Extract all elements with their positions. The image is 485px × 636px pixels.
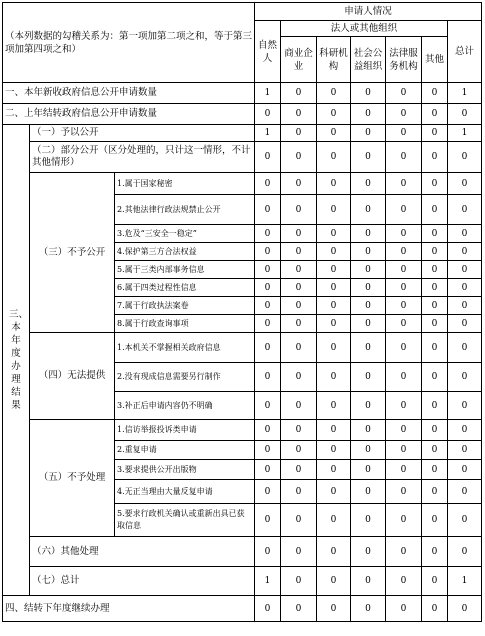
cell: 0 (386, 279, 422, 297)
row-label: 1.信访举报投诉类申请 (115, 420, 255, 441)
cell: 0 (255, 537, 281, 567)
cell: 0 (448, 441, 482, 460)
cell: 0 (386, 567, 422, 596)
table-row (3, 537, 482, 567)
cell: 0 (422, 173, 448, 195)
cell: 0 (317, 83, 351, 104)
cell: 0 (448, 420, 482, 441)
table-row (3, 567, 482, 596)
cell: 0 (448, 225, 482, 243)
cell: 1 (448, 567, 482, 596)
row-label: 一、本年新收政府信息公开申请数量 (3, 83, 255, 104)
cell: 0 (386, 225, 422, 243)
cell: 0 (317, 279, 351, 297)
cell: 0 (386, 333, 422, 363)
cell: 0 (351, 261, 386, 279)
cell: 0 (317, 333, 351, 363)
cell: 0 (281, 333, 317, 363)
cell: 0 (386, 392, 422, 420)
cell: 0 (317, 243, 351, 261)
row-label: 5.要求行政机关确认或重新出具已获取信息 (115, 504, 255, 537)
cell: 0 (255, 480, 281, 504)
table-row (3, 83, 482, 104)
cell: 0 (386, 142, 422, 173)
cell: 0 (351, 363, 386, 392)
cell: 0 (386, 480, 422, 504)
cell: 0 (255, 297, 281, 315)
cell: 0 (351, 243, 386, 261)
cell: 0 (317, 504, 351, 537)
cell: 0 (281, 363, 317, 392)
row-label: 1.本机关不掌握相关政府信息 (115, 333, 255, 363)
row-label: 4.保护第三方合法权益 (115, 243, 255, 261)
cell: 0 (317, 363, 351, 392)
cell: 0 (448, 195, 482, 225)
cell: 1 (255, 567, 281, 596)
cell: 0 (255, 504, 281, 537)
cell: 0 (448, 173, 482, 195)
cell: 0 (422, 537, 448, 567)
table-row (3, 125, 482, 142)
cell: 0 (281, 104, 317, 125)
cell: 0 (351, 104, 386, 125)
cell: 0 (448, 363, 482, 392)
header-research: 科研机构 (317, 37, 351, 83)
header-applicant: 申请人情况 (255, 3, 482, 21)
cell: 0 (386, 315, 422, 333)
header-legal-service: 法律服务机构 (386, 37, 422, 83)
cell: 0 (351, 142, 386, 173)
cell: 0 (255, 142, 281, 173)
cell: 0 (351, 225, 386, 243)
cell: 0 (281, 173, 317, 195)
cell: 1 (255, 125, 281, 142)
table-row (3, 420, 482, 441)
group-5-label: （五）不予处理 (30, 420, 115, 537)
cell: 0 (351, 441, 386, 460)
cell: 0 (386, 243, 422, 261)
cell: 0 (281, 83, 317, 104)
cell: 0 (351, 504, 386, 537)
cell: 0 (317, 297, 351, 315)
cell: 0 (386, 537, 422, 567)
cell: 0 (386, 363, 422, 392)
row-label: 2.重复申请 (115, 441, 255, 460)
row-label: 3.补正后申请内容仍不明确 (115, 392, 255, 420)
cell: 0 (281, 460, 317, 480)
row-label: 二、上年结转政府信息公开申请数量 (3, 104, 255, 125)
cell: 0 (317, 315, 351, 333)
cell: 0 (351, 460, 386, 480)
cell: 0 (281, 195, 317, 225)
cell: 0 (386, 441, 422, 460)
cell: 0 (448, 315, 482, 333)
cell: 0 (386, 125, 422, 142)
cell: 0 (281, 225, 317, 243)
cell: 0 (422, 441, 448, 460)
row-label: 8.属于行政查询事项 (115, 315, 255, 333)
cell: 0 (317, 261, 351, 279)
row-label: （二）部分公开（区分处理的，只计这一情形，不计其他情形） (30, 142, 255, 173)
cell: 0 (255, 333, 281, 363)
cell: 0 (351, 195, 386, 225)
cell: 0 (448, 537, 482, 567)
cell: 0 (386, 104, 422, 125)
cell: 0 (317, 195, 351, 225)
cell: 0 (351, 596, 386, 622)
row-label: 5.属于三类内部事务信息 (115, 261, 255, 279)
cell: 0 (386, 596, 422, 622)
cell: 0 (351, 333, 386, 363)
cell: 0 (351, 392, 386, 420)
cell: 0 (422, 567, 448, 596)
cell: 0 (448, 243, 482, 261)
table-row (3, 173, 482, 195)
cell: 0 (317, 596, 351, 622)
cell: 0 (317, 460, 351, 480)
disclosure-table (2, 2, 482, 622)
cell: 0 (386, 173, 422, 195)
cell: 0 (422, 460, 448, 480)
cell: 0 (255, 363, 281, 392)
cell: 0 (448, 480, 482, 504)
cell: 0 (422, 333, 448, 363)
cell: 0 (422, 596, 448, 622)
cell: 0 (281, 596, 317, 622)
cell: 0 (386, 504, 422, 537)
cell: 1 (255, 83, 281, 104)
cell: 0 (448, 142, 482, 173)
cell: 0 (448, 333, 482, 363)
cell: 0 (448, 596, 482, 622)
cell: 0 (422, 392, 448, 420)
cell: 0 (281, 297, 317, 315)
cell: 0 (422, 142, 448, 173)
cell: 0 (448, 297, 482, 315)
cell: 0 (281, 315, 317, 333)
row-label: 四、结转下年度继续办理 (3, 596, 255, 622)
cell: 0 (422, 243, 448, 261)
header-commercial: 商业企业 (281, 37, 317, 83)
cell: 0 (448, 460, 482, 480)
table-row (3, 333, 482, 363)
cell: 0 (317, 537, 351, 567)
cell: 0 (422, 363, 448, 392)
cell: 0 (317, 420, 351, 441)
row-label: 2.没有现成信息需要另行制作 (115, 363, 255, 392)
row-label: 4.无正当理由大量反复申请 (115, 480, 255, 504)
cell: 0 (351, 315, 386, 333)
cell: 0 (255, 225, 281, 243)
header-natural-person: 自然人 (255, 21, 281, 83)
cell: 0 (422, 315, 448, 333)
cell: 0 (448, 104, 482, 125)
cell: 0 (351, 420, 386, 441)
cell: 0 (255, 195, 281, 225)
row-label: （六）其他处理 (30, 537, 255, 567)
cell: 0 (281, 392, 317, 420)
cell: 0 (255, 441, 281, 460)
header-note: （本列数据的勾稽关系为：第一项加第二项之和，等于第三项加第四项之和） (3, 3, 255, 83)
header-total: 总计 (448, 21, 482, 83)
cell: 0 (255, 392, 281, 420)
cell: 0 (317, 104, 351, 125)
cell: 0 (422, 297, 448, 315)
cell: 0 (422, 480, 448, 504)
cell: 0 (351, 279, 386, 297)
cell: 0 (281, 125, 317, 142)
cell: 0 (422, 225, 448, 243)
row-label: 3.要求提供公开出版物 (115, 460, 255, 480)
cell: 0 (317, 125, 351, 142)
cell: 0 (422, 420, 448, 441)
row-label: 6.属于四类过程性信息 (115, 279, 255, 297)
cell: 0 (351, 173, 386, 195)
cell: 0 (351, 125, 386, 142)
cell: 1 (448, 125, 482, 142)
header-row-1 (3, 3, 482, 21)
cell: 0 (422, 195, 448, 225)
group-4-label: （四）无法提供 (30, 333, 115, 420)
table-row (3, 596, 482, 622)
cell: 0 (281, 567, 317, 596)
cell: 0 (281, 480, 317, 504)
cell: 0 (255, 279, 281, 297)
cell: 0 (281, 504, 317, 537)
cell: 0 (448, 504, 482, 537)
cell: 0 (386, 195, 422, 225)
cell: 0 (281, 441, 317, 460)
cell: 0 (386, 261, 422, 279)
cell: 0 (317, 225, 351, 243)
cell: 0 (386, 460, 422, 480)
cell: 0 (386, 83, 422, 104)
cell: 0 (255, 315, 281, 333)
row-label: （一）予以公开 (30, 125, 255, 142)
cell: 0 (351, 537, 386, 567)
cell: 0 (351, 83, 386, 104)
cell: 0 (448, 392, 482, 420)
cell: 1 (448, 83, 482, 104)
cell: 0 (422, 279, 448, 297)
row-label: 2.其他法律行政法规禁止公开 (115, 195, 255, 225)
cell: 0 (281, 261, 317, 279)
cell: 0 (317, 173, 351, 195)
row-label: 1.属于国家秘密 (115, 173, 255, 195)
header-social: 社会公益组织 (351, 37, 386, 83)
cell: 0 (255, 173, 281, 195)
cell: 0 (317, 480, 351, 504)
group-3-label: （三）不予公开 (30, 173, 115, 333)
table-row (3, 142, 482, 173)
cell: 0 (351, 480, 386, 504)
cell: 0 (255, 104, 281, 125)
cell: 0 (255, 460, 281, 480)
header-legal-group: 法人或其他组织 (281, 21, 448, 37)
cell: 0 (317, 392, 351, 420)
cell: 0 (255, 243, 281, 261)
cell: 0 (448, 279, 482, 297)
cell: 0 (255, 261, 281, 279)
cell: 0 (351, 567, 386, 596)
cell: 0 (317, 142, 351, 173)
header-other: 其他 (422, 37, 448, 83)
cell: 0 (422, 261, 448, 279)
cell: 0 (386, 297, 422, 315)
section-3-label: 三、本年度办理结果 (3, 125, 30, 596)
cell: 0 (422, 83, 448, 104)
table-row (3, 104, 482, 125)
cell: 0 (255, 596, 281, 622)
cell: 0 (281, 420, 317, 441)
cell: 0 (351, 297, 386, 315)
row-label: 7.属于行政执法案卷 (115, 297, 255, 315)
cell: 0 (448, 261, 482, 279)
row-label: （七）总计 (30, 567, 255, 596)
cell: 0 (281, 142, 317, 173)
cell: 0 (317, 567, 351, 596)
cell: 0 (281, 243, 317, 261)
cell: 0 (317, 441, 351, 460)
cell: 0 (422, 504, 448, 537)
cell: 0 (422, 104, 448, 125)
row-label: 3.危及“三安全一稳定” (115, 225, 255, 243)
cell: 0 (255, 420, 281, 441)
cell: 0 (386, 420, 422, 441)
cell: 0 (281, 537, 317, 567)
cell: 0 (422, 125, 448, 142)
cell: 0 (281, 279, 317, 297)
